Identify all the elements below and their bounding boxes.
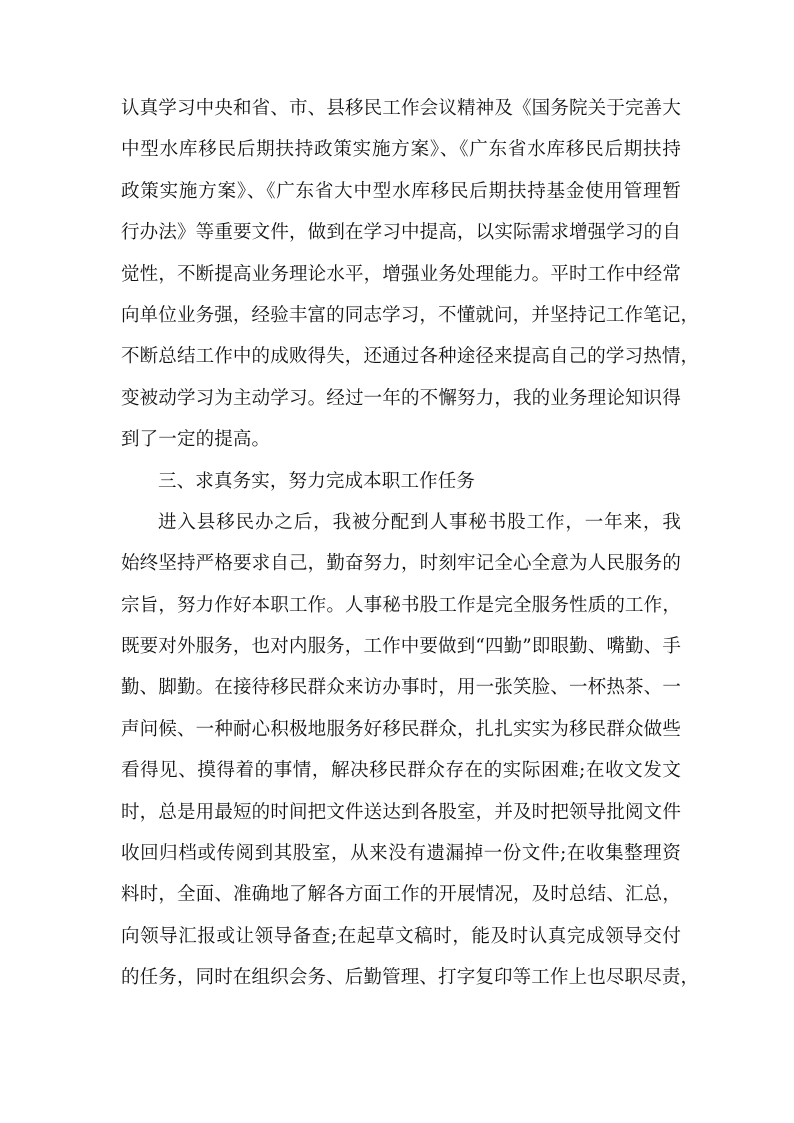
text-line: 进入县移民办之后，我被分配到人事秘书股工作，一年来，我 <box>158 511 681 533</box>
text-line: 时，总是用最短的时间把文件送达到各股室，并及时把领导批阅文件 <box>121 801 681 823</box>
text-line: 宗旨，努力作好本职工作。人事秘书股工作是完全服务性质的工作， <box>121 594 681 616</box>
text-line: 声问候、一种耐心积极地服务好移民群众，扎扎实实为移民群众做些 <box>121 718 681 740</box>
text-line: 到了一定的提高。 <box>121 429 271 451</box>
text-line: 收回归档或传阅到其股室，从来没有遗漏掉一份文件;在收集整理资 <box>121 843 681 865</box>
text-line: 中型水库移民后期扶持政策实施方案》、《广东省水库移民后期扶持 <box>121 139 681 161</box>
text-line: 觉性，不断提高业务理论水平，增强业务处理能力。平时工作中经常 <box>121 263 681 285</box>
text-line: 政策实施方案》、《广东省大中型水库移民后期扶持基金使用管理暂 <box>121 180 681 202</box>
text-line: 的任务，同时在组织会务、后勤管理、打字复印等工作上也尽职尽责， <box>121 967 700 989</box>
text-line: 料时，全面、准确地了解各方面工作的开展情况，及时总结、汇总， <box>121 884 681 906</box>
text-line: 勤、脚勤。在接待移民群众来访办事时，用一张笑脸、一杯热茶、一 <box>121 677 681 699</box>
text-line: 变被动学习为主动学习。经过一年的不懈努力，我的业务理论知识得 <box>121 387 681 409</box>
text-line: 认真学习中央和省、市、县移民工作会议精神及《国务院关于完善大 <box>121 98 681 119</box>
text-line: 向单位业务强，经验丰富的同志学习，不懂就问，并坚持记工作笔记， <box>121 304 700 326</box>
text-line: 看得见、摸得着的事情，解决移民群众存在的实际困难;在收文发文 <box>121 760 681 782</box>
text-line: 向领导汇报或让领导备查;在起草文稿时，能及时认真完成领导交付 <box>121 925 681 947</box>
text-line: 行办法》等重要文件，做到在学习中提高，以实际需求增强学习的自 <box>121 222 681 244</box>
text-line: 不断总结工作中的成败得失，还通过各种途径来提高自己的学习热情， <box>121 346 700 368</box>
text-line: 既要对外服务，也对内服务，工作中要做到“四勤”即眼勤、嘴勤、手 <box>121 636 682 658</box>
text-line: 始终坚持严格要求自己，勤奋努力，时刻牢记全心全意为人民服务的 <box>121 553 681 575</box>
section-heading: 三、求真务实，努力完成本职工作任务 <box>158 470 476 492</box>
document-body <box>121 88 700 999</box>
